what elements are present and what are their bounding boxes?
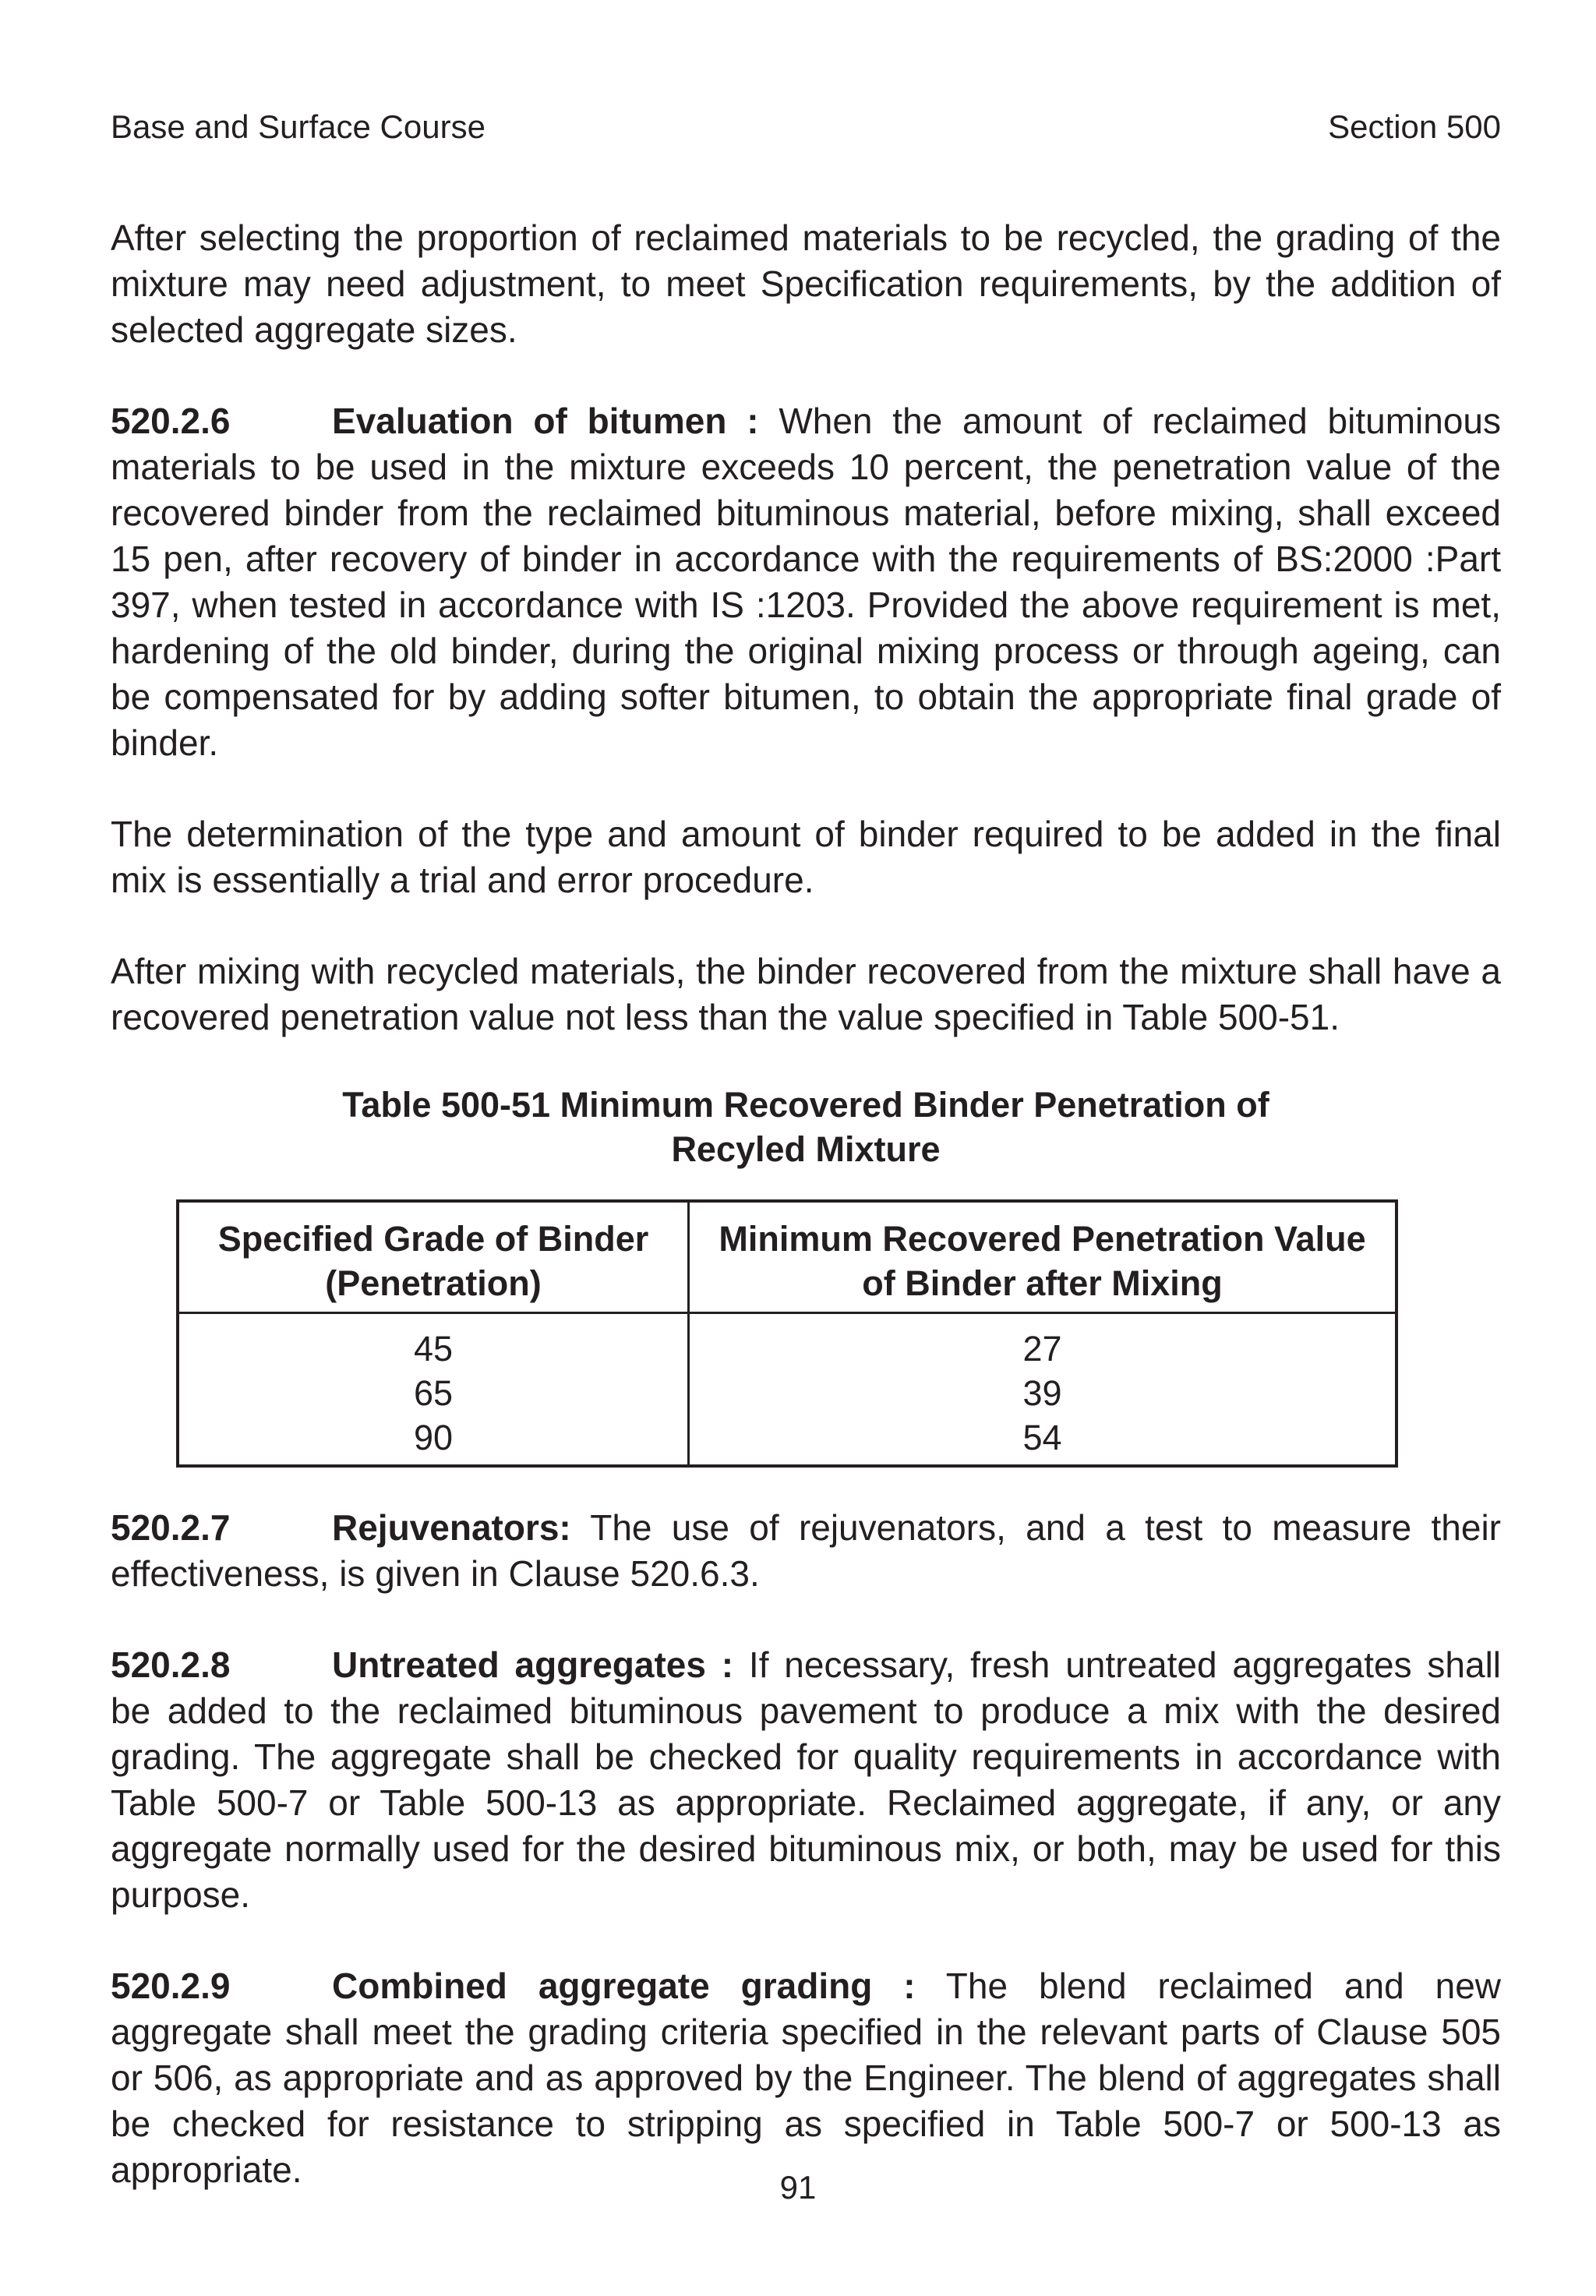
- table-cell-min-pen: 39: [1022, 1373, 1062, 1413]
- table-caption-line-2: Recyled Mixture: [671, 1129, 941, 1169]
- clause-number: 520.2.7: [111, 1507, 231, 1548]
- column-header-min-pen-line-1: Minimum Recovered Penetration Value: [719, 1219, 1366, 1259]
- intro-paragraph: After selecting the proportion of reclaimed materials to be recycled, the grading of the mixture may need adjustment, to meet Specification requirements, by the addition of selected aggregate sizes.: [111, 217, 1501, 350]
- page-body: [111, 215, 1501, 2238]
- clause-title: Evaluation of bitumen :: [332, 401, 759, 441]
- table-cell-grade: 90: [413, 1418, 454, 1457]
- table-header-row: [178, 1201, 1396, 1313]
- grade-values-cell: [178, 1313, 689, 1467]
- min-penetration-values-cell: [689, 1313, 1397, 1467]
- clause-text: The use of rejuvenators, and a test to measure their effectiveness, is given in Clause 520.6.3.: [111, 1507, 1501, 1594]
- clause-title: Combined aggregate grading :: [332, 1966, 916, 2006]
- table-caption: [111, 1083, 1501, 1171]
- clause-520-2-9: [111, 1963, 1501, 2193]
- table-caption-line-1: Table 500-51 Minimum Recovered Binder Penetration of: [342, 1085, 1269, 1125]
- running-header: [111, 108, 1501, 147]
- clause-520-2-6: [111, 398, 1501, 766]
- clause-title: Untreated aggregates :: [332, 1644, 734, 1685]
- clause-text: If necessary, fresh untreated aggregates shall be added to the reclaimed bituminous pavement to produce a mix with the desired grading. The aggregate shall be checked for quality requirements in accordance with Table 500-7 or Table 500-13 as appropriate. Reclaimed aggregate, if any, or any aggregate normally used for the desired bituminous mix, or both, may be used for this purpose.: [111, 1644, 1502, 1915]
- column-header-grade: [178, 1201, 689, 1313]
- clause-520-2-8: [111, 1642, 1501, 1918]
- table-cell-min-pen: 54: [1022, 1418, 1062, 1457]
- penetration-table: [176, 1199, 1398, 1468]
- column-header-grade-line-2: (Penetration): [325, 1263, 542, 1303]
- clause-number: 520.2.9: [111, 1966, 231, 2006]
- table-body-row: [178, 1313, 1396, 1467]
- column-header-min-penetration: [689, 1201, 1397, 1313]
- column-header-min-pen-line-2: of Binder after Mixing: [862, 1263, 1223, 1303]
- column-header-grade-line-1: Specified Grade of Binder: [217, 1219, 649, 1259]
- clause-title: Rejuvenators:: [332, 1507, 571, 1548]
- header-section-label: Section 500: [1328, 108, 1501, 145]
- table-cell-grade: 45: [413, 1329, 454, 1369]
- clause-text: When the amount of reclaimed bituminous materials to be used in the mixture exceeds 10 percent, the penetration value of the recovered binder from the reclaimed bituminous material, before mixing, shall exceed 15 pen, after recovery of binder in accordance with the requirements of BS:2000 :Part 397, when tested in accordance with IS :1203. Provided the above requirement is met, hardening of the old binder, during the original mixing process or through ageing, can be compensated for by adding softer bitumen, to obtain the appropriate final grade of binder.: [111, 401, 1502, 763]
- recovered-binder-paragraph: After mixing with recycled materials, the binder recovered from the mixture shall have a recovered penetration value not less than the value specified in Table 500-51.: [111, 951, 1501, 1037]
- header-left-title: Base and Surface Course: [111, 108, 486, 145]
- clause-number: 520.2.8: [111, 1644, 231, 1685]
- table-cell-min-pen: 27: [1022, 1329, 1062, 1369]
- page-number: 91: [779, 2169, 817, 2206]
- table-cell-grade: 65: [413, 1373, 454, 1413]
- clause-520-2-7: [111, 1505, 1501, 1597]
- clause-number: 520.2.6: [111, 401, 231, 441]
- clause-text: The blend reclaimed and new aggregate shall meet the grading criteria specified in the relevant parts of Clause 505 or 506, as appropriate and as approved by the Engineer. The blend of aggregates shall be checked for resistance to stripping as specified in Table 500-7 or 500-13 as appropriate.: [111, 1966, 1502, 2190]
- binder-determination-paragraph: The determination of the type and amount of binder required to be added in the final mix is essentially a trial and error procedure.: [111, 814, 1501, 900]
